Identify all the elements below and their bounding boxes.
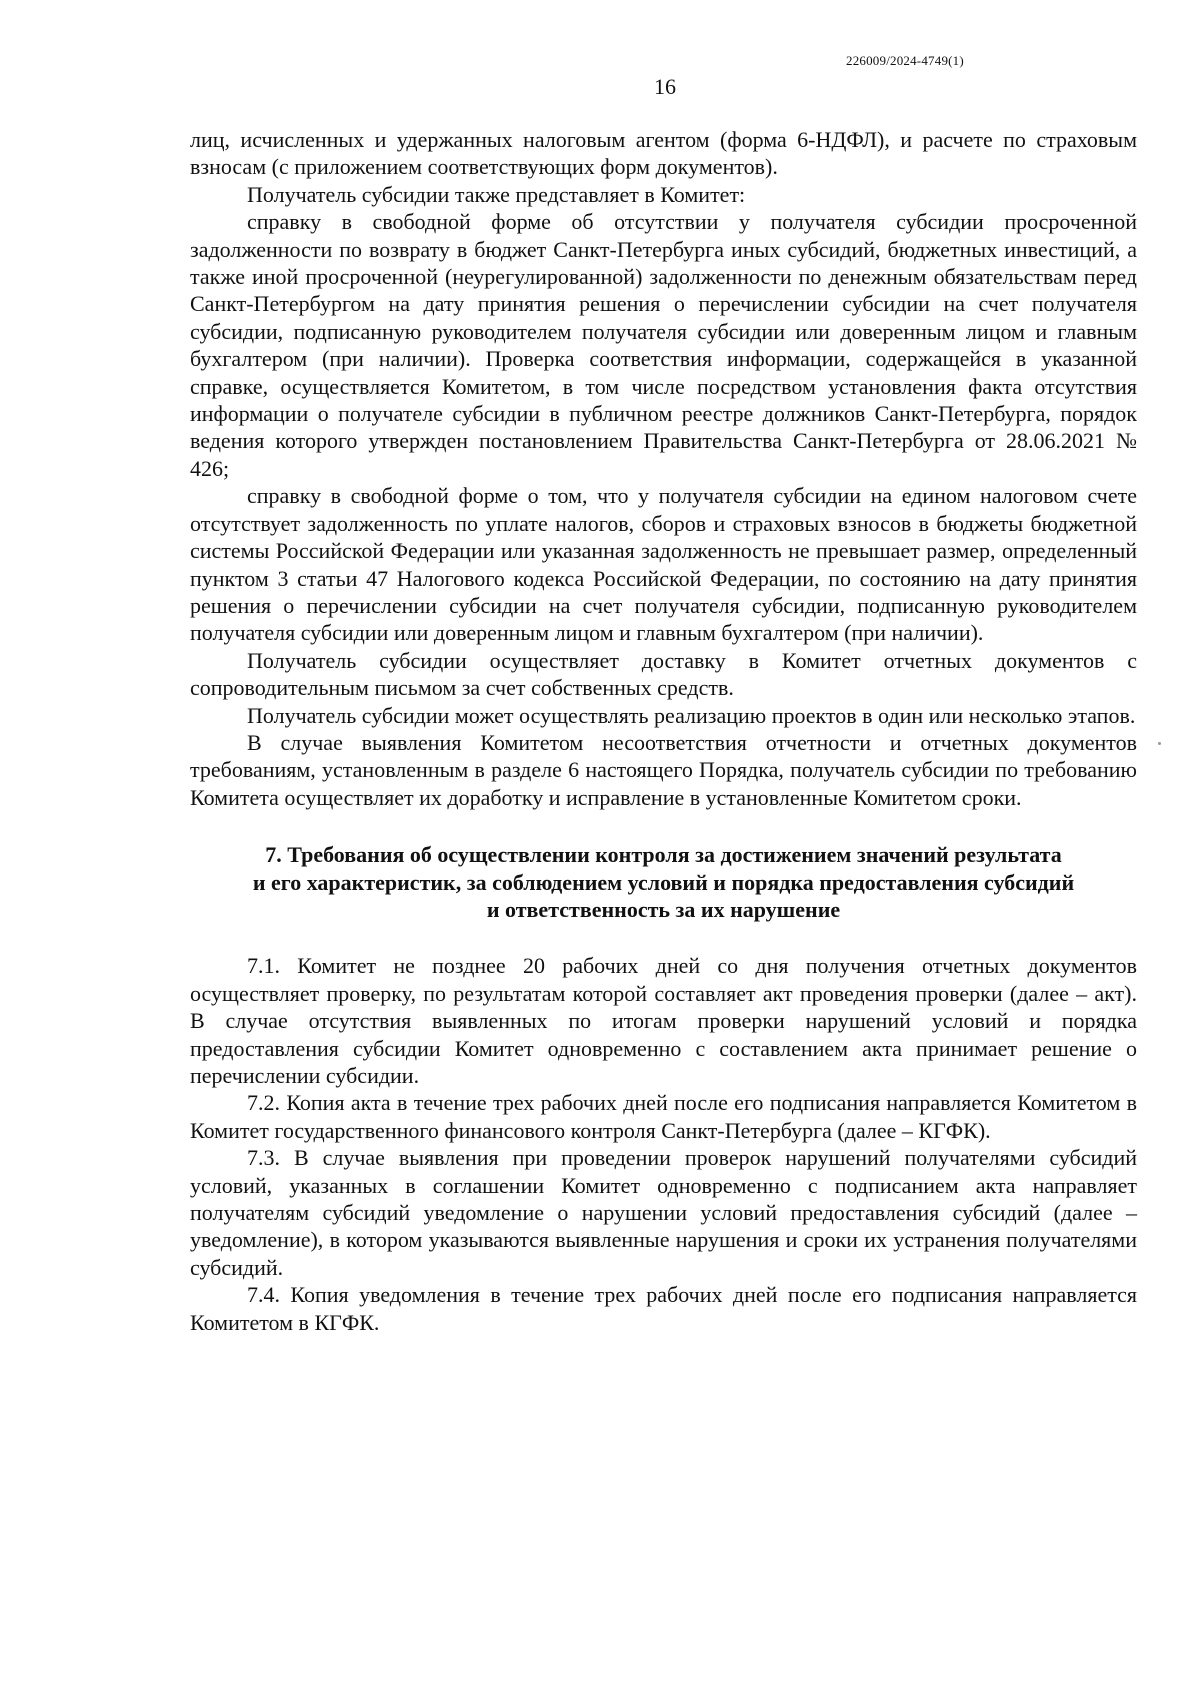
paragraph: 7.3. В случае выявления при проведении проверок нарушений получателями субсидий условий, указанных в соглашении Комитет одновременно с подписанием акта направляет получателям субсидий уведомление о нарушении условий предоставления субсидий (далее – уведомление), в котором указываются выявленные нарушения и сроки их устранения получателями субсидий. xyxy=(190,1145,1137,1280)
scan-dot xyxy=(1158,742,1161,745)
section-heading-line: и его характеристик, за соблюдением условий и порядка предоставления субсидий xyxy=(252,869,1075,895)
section-heading-line: 7. Требования об осуществлении контроля за достижением значений результата xyxy=(265,842,1062,868)
paragraph: Получатель субсидии может осуществлять реализацию проектов в один или несколько этапов. xyxy=(247,702,1136,728)
paragraph: 7.1. Комитет не позднее 20 рабочих дней со дня получения отчетных документов осуществляет проверку, по результатам которой составляет акт проведения проверки (далее – акт). В случае отсутствия выявленных по итогам проверки нарушений условий и порядка предоставления субсидии Комитет одновременно с составлением акта принимает решение о перечислении субсидии. xyxy=(190,953,1137,1088)
document-body xyxy=(190,126,1137,1336)
paragraph: 7.4. Копия уведомления в течение трех рабочих дней после его подписания направляется Комитетом в КГФК. xyxy=(190,1282,1137,1335)
paragraph: В случае выявления Комитетом несоответствия отчетности и отчетных документов требованиям, установленным в разделе 6 настоящего Порядка, получатель субсидии по требованию Комитета осуществляет их доработку и исправление в установленные Комитетом сроки. xyxy=(190,729,1137,810)
paragraph: 7.2. Копия акта в течение трех рабочих дней после его подписания направляется Комитетом в Комитет государственного финансового контроля Санкт-Петербурга (далее – КГФК). xyxy=(190,1090,1137,1143)
paragraph: Получатель субсидии также представляет в Комитет: xyxy=(247,181,746,207)
section-heading-line: и ответственность за их нарушение xyxy=(486,896,841,922)
document-id: 226009/2024-4749(1) xyxy=(846,53,964,68)
paragraph: справку в свободной форме о том, что у получателя субсидии на едином налоговом счете отсутствует задолженность по уплате налогов, сборов и страховых взносов в бюджеты бюджетной системы Российской Федерации или указанная задолженность не превышает размер, определенный пунктом 3 статьи 47 Налогового кодекса Российской Федерации, по состоянию на дату принятия решения о перечислении субсидии на счет получателя субсидии, подписанную руководителем получателя субсидии или доверенным лицом и главным бухгалтером (при наличии). xyxy=(190,483,1137,646)
paragraph: лиц, исчисленных и удержанных налоговым агентом (форма 6-НДФЛ), и расчете по страховым взносам (с приложением соответствующих форм документов). xyxy=(190,127,1137,180)
section-heading xyxy=(190,841,1137,923)
paragraph: справку в свободной форме об отсутствии у получателя субсидии просроченной задолженности по возврату в бюджет Санкт-Петербурга иных субсидий, бюджетных инвестиций, а также иной просроченной (неурегулированной) задолженности по денежным обязательствам перед Санкт-Петербургом на дату принятия решения о перечислении субсидии на счет получателя субсидии, подписанную руководителем получателя субсидии или доверенным лицом и главным бухгалтером (при наличии). Проверка соответствия информации, содержащейся в указанной справке, осуществляется Комитетом, в том числе посредством установления факта отсутствия информации о получателе субсидии в публичном реестре должников Санкт-Петербурга, порядок ведения которого утвержден постановлением Правительства Санкт-Петербурга от 28.06.2021 № 426; xyxy=(190,209,1137,481)
page-number: 16 xyxy=(654,74,676,99)
paragraph: Получатель субсидии осуществляет доставку в Комитет отчетных документов с сопроводительным письмом за счет собственных средств. xyxy=(190,647,1137,701)
